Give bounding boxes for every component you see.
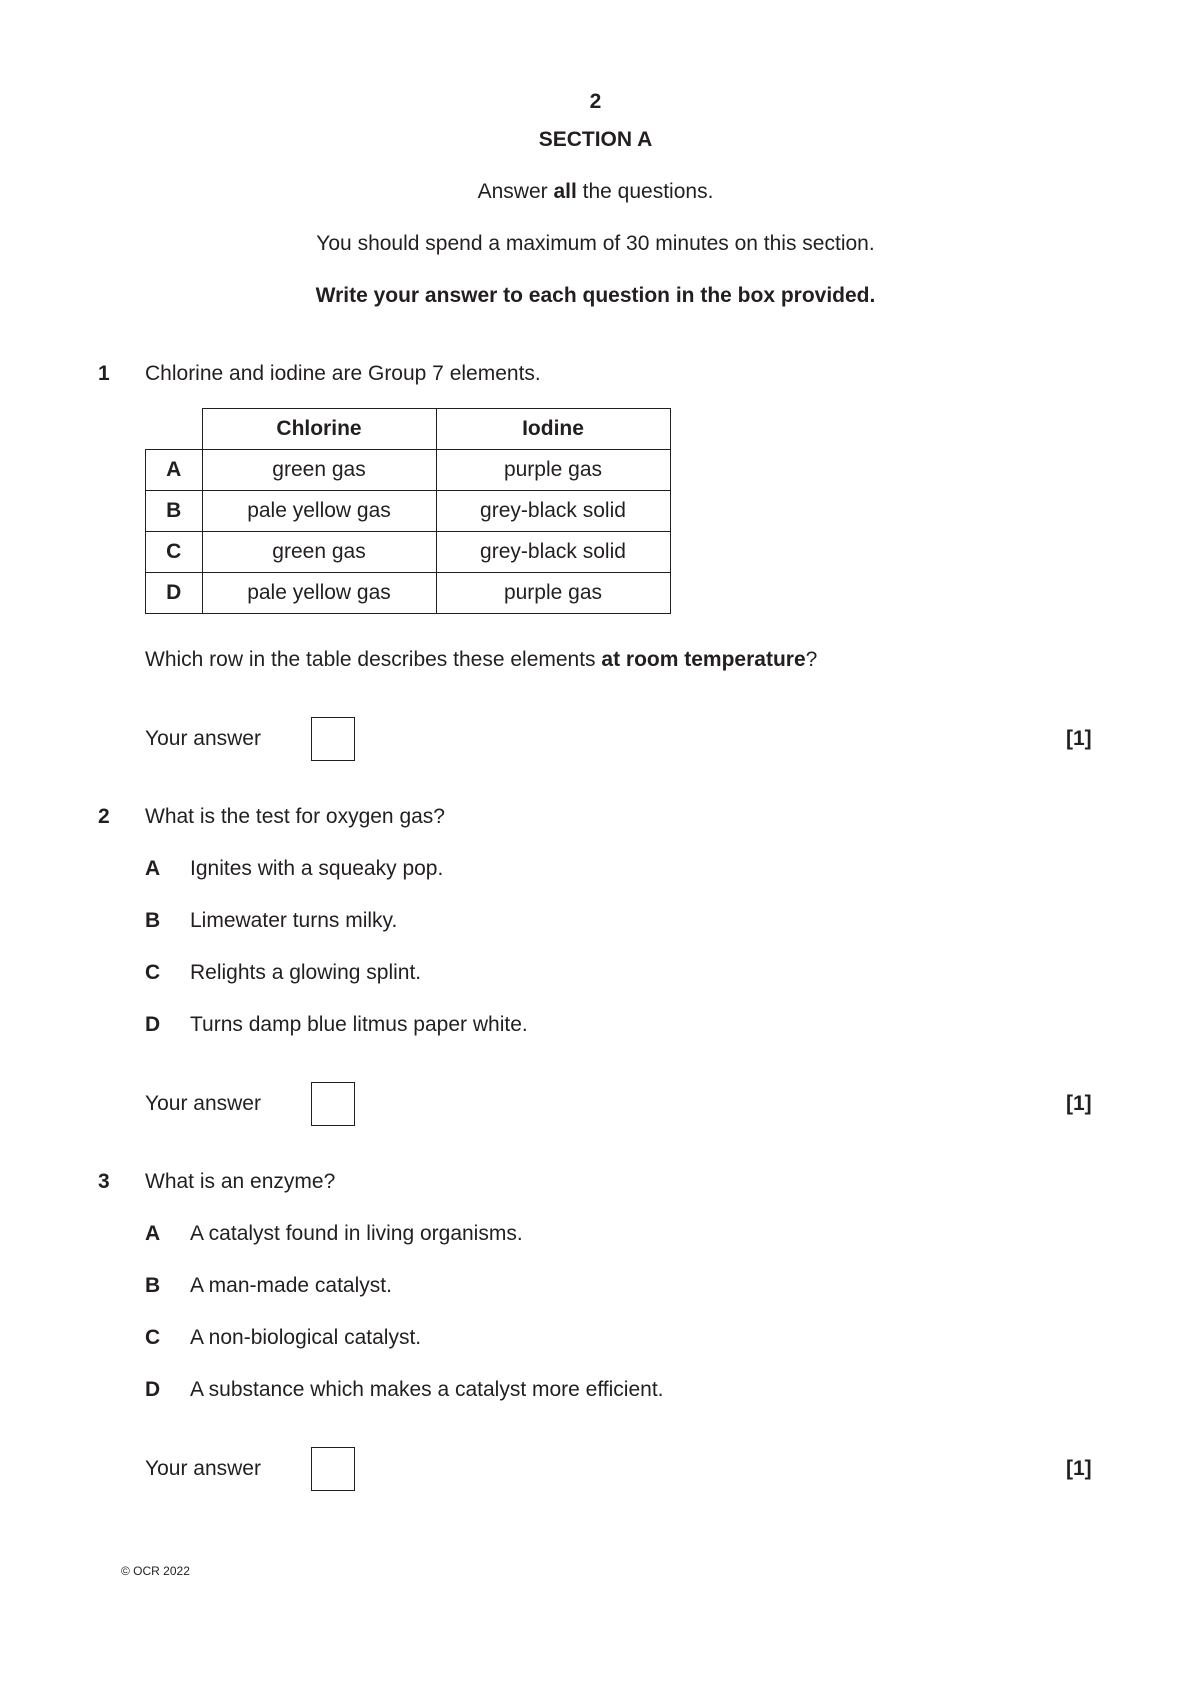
- question-1-prompt: [145, 648, 817, 672]
- instruction-pre: Answer: [477, 180, 554, 203]
- question-2-option-letter: B: [145, 909, 161, 932]
- table-corner-cell: [146, 409, 203, 450]
- table-row-label: D: [146, 573, 203, 614]
- question-3-text: What is an enzyme?: [145, 1170, 336, 1193]
- instruction-bold: all: [553, 180, 577, 203]
- table-cell-iodine: purple gas: [436, 450, 670, 491]
- question-3-option-letter: D: [145, 1378, 161, 1401]
- question-2-marks: [1]: [1066, 1092, 1092, 1115]
- question-2-option-text: Ignites with a squeaky pop.: [190, 857, 444, 880]
- question-1-answer-label: Your answer: [145, 727, 261, 750]
- question-1-text: Chlorine and iodine are Group 7 elements.: [145, 362, 541, 385]
- page-number: 2: [589, 90, 602, 113]
- question-3-option-letter: B: [145, 1274, 161, 1297]
- question-2-number: 2: [98, 805, 110, 828]
- question-1-marks: [1]: [1066, 727, 1092, 750]
- question-3-option-text: A catalyst found in living organisms.: [190, 1222, 523, 1245]
- question-2-answer-box[interactable]: [311, 1082, 355, 1126]
- copyright-footer: © OCR 2022: [121, 1564, 190, 1578]
- table-cell-chlorine: pale yellow gas: [202, 491, 436, 532]
- table-header-chlorine: Chlorine: [202, 409, 436, 450]
- question-2-option-letter: C: [145, 961, 161, 984]
- prompt-pre: Which row in the table describes these elements: [145, 648, 602, 671]
- table-cell-iodine: grey-black solid: [436, 532, 670, 573]
- question-2-text: What is the test for oxygen gas?: [145, 805, 445, 828]
- table-row: [146, 573, 671, 614]
- question-2-option-text: Turns damp blue litmus paper white.: [190, 1013, 528, 1036]
- box-note: Write your answer to each question in the box provided.: [315, 284, 876, 307]
- question-1-number: 1: [98, 362, 110, 385]
- table-cell-iodine: grey-black solid: [436, 491, 670, 532]
- section-title: SECTION A: [538, 128, 653, 151]
- table-row-label: C: [146, 532, 203, 573]
- time-note: You should spend a maximum of 30 minutes on this section.: [316, 232, 875, 255]
- question-2-option-letter: A: [145, 857, 161, 880]
- question-1-answer-box[interactable]: [311, 717, 355, 761]
- question-2-answer-label: Your answer: [145, 1092, 261, 1115]
- question-3-marks: [1]: [1066, 1457, 1092, 1480]
- question-3-option-letter: A: [145, 1222, 161, 1245]
- table-cell-chlorine: pale yellow gas: [202, 573, 436, 614]
- question-1-table: [145, 408, 671, 614]
- question-3-option-text: A man-made catalyst.: [190, 1274, 392, 1297]
- table-row-label: B: [146, 491, 203, 532]
- question-3-answer-label: Your answer: [145, 1457, 261, 1480]
- table-header-iodine: Iodine: [436, 409, 670, 450]
- table-cell-chlorine: green gas: [202, 450, 436, 491]
- table-row: [146, 491, 671, 532]
- prompt-post: ?: [805, 648, 818, 671]
- question-2-option-letter: D: [145, 1013, 161, 1036]
- table-header-row: [146, 409, 671, 450]
- question-3-number: 3: [98, 1170, 110, 1193]
- question-2-option-text: Relights a glowing splint.: [190, 961, 422, 984]
- question-3-answer-box[interactable]: [311, 1447, 355, 1491]
- table-cell-iodine: purple gas: [436, 573, 670, 614]
- question-3-option-letter: C: [145, 1326, 161, 1349]
- table-cell-chlorine: green gas: [202, 532, 436, 573]
- table-row: [146, 532, 671, 573]
- table-row-label: A: [146, 450, 203, 491]
- question-2-option-text: Limewater turns milky.: [190, 909, 398, 932]
- question-3-option-text: A non-biological catalyst.: [190, 1326, 422, 1349]
- table-row: [146, 450, 671, 491]
- question-3-option-text: A substance which makes a catalyst more efficient.: [190, 1378, 664, 1401]
- instruction-post: the questions.: [576, 180, 714, 203]
- instruction-answer-all: [0, 180, 1191, 204]
- prompt-bold: at room temperature: [601, 648, 806, 671]
